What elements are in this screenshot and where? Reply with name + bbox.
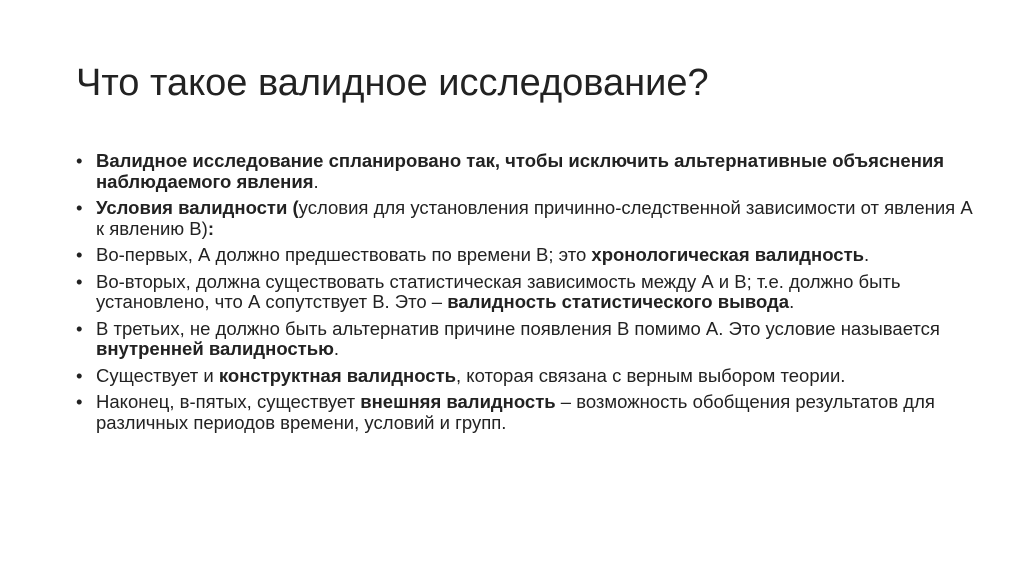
bullet-text-bold: Валидное исследование спланировано так, чтобы исключить альтернативные объяснения наблюдаемого явления [96,150,945,192]
bullet-dot-icon: • [76,150,83,171]
bullet-item [76,319,976,360]
bullet-text: , которая связана с верным выбором теории. [456,364,846,386]
bullet-text: . [313,170,319,192]
bullet-dot-icon: • [76,364,83,386]
bullet-text-bold: : [207,217,214,239]
bullet-item [76,151,976,192]
bullet-text-bold: Условия валидности ( [96,197,299,218]
bullet-text-bold: внешняя валидность [360,391,556,412]
bullet-text-bold: хронологическая валидность [591,244,865,265]
bullet-item [76,245,976,266]
bullet-text-bold: внутренней валидностью [96,338,334,359]
bullet-item [76,272,976,313]
slide-title: Что такое валидное исследование? [76,62,709,104]
bullet-item [76,198,976,239]
bullet-item [76,366,976,387]
bullet-text: Наконец, в-пятых, существует [96,391,361,412]
bullet-text: . [789,291,795,312]
bullet-list [76,151,976,439]
bullet-text: Существует и [96,364,219,386]
bullet-item [76,392,976,433]
bullet-dot-icon: • [76,197,83,218]
bullet-text: Во-первых, А должно предшествовать по времени В; это [96,244,592,265]
bullet-dot-icon: • [76,270,83,292]
bullet-text: Во-вторых, должна существовать статистическая зависимость между А и В; т.е. должно быть установлено, что А сопутствует В. Это – [96,270,901,312]
bullet-text: . [864,244,870,265]
bullet-text: . [333,338,340,359]
bullet-text-bold: валидность статистического вывода [447,291,790,312]
bullet-dot-icon: • [76,391,83,412]
bullet-dot-icon: • [76,244,83,265]
bullet-text: В третьих, не должно быть альтернатив причине появления В помимо А. Это условие называется [96,317,940,339]
bullet-text-bold: конструктная валидность [218,364,457,386]
bullet-text: – возможность обобщения результатов для различных периодов времени, условий и групп. [96,391,935,433]
bullet-text: условия для установления причинно-следственной зависимости от явления А к явлению В) [96,197,973,239]
bullet-dot-icon: • [76,317,83,339]
